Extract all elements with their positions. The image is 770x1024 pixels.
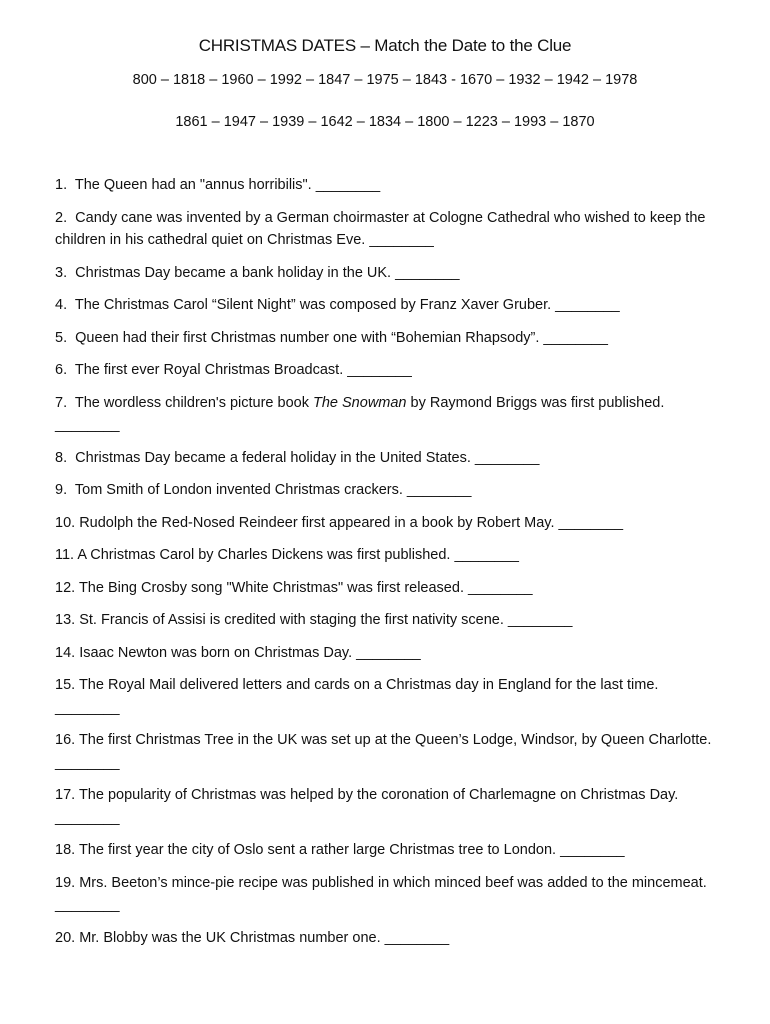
question-text: The Christmas Carol “Silent Night” was composed by Franz Xaver Gruber. ________ xyxy=(74,297,620,313)
question-item xyxy=(55,512,720,535)
question-item xyxy=(55,207,720,252)
question-number: 13. xyxy=(55,612,76,628)
question-text: A Christmas Carol by Charles Dickens was first published. ________ xyxy=(77,547,519,563)
question-item xyxy=(55,479,720,502)
question-item xyxy=(55,872,720,917)
question-text: The Royal Mail delivered letters and cards on a Christmas day in England for the last time. ________ xyxy=(55,677,659,716)
question-text-before: The wordless children's picture book xyxy=(74,394,313,411)
question-number: 16. xyxy=(55,732,76,748)
question-item xyxy=(55,577,720,600)
question-number: 1. xyxy=(55,177,68,193)
question-number: 10. xyxy=(55,514,76,531)
question-item xyxy=(55,447,720,470)
question-item xyxy=(55,784,720,829)
question-text: The first year the city of Oslo sent a rather large Christmas tree to London. ________ xyxy=(78,842,625,858)
question-item xyxy=(55,609,720,632)
question-item xyxy=(55,174,720,197)
date-options-line-2: 1861 – 1947 – 1939 – 1642 – 1834 – 1800 – 1223 – 1993 – 1870 xyxy=(175,114,595,130)
question-text: Christmas Day became a federal holiday in the United States. ________ xyxy=(75,449,540,466)
question-item xyxy=(55,294,720,317)
date-options-line-1: 800 – 1818 – 1960 – 1992 – 1847 – 1975 – 1843 - 1670 – 1932 – 1942 – 1978 xyxy=(132,72,638,88)
question-number: 5. xyxy=(55,329,68,346)
question-text: The Queen had an "annus horribilis". ________ xyxy=(74,177,381,193)
page-title: CHRISTMAS DATES – Match the Date to the Clue xyxy=(198,36,572,55)
question-number: 17. xyxy=(55,787,76,803)
question-text: Candy cane was invented by a German choirmaster at Cologne Cathedral who wished to keep the children in his cathedral quiet on Christmas Eve. ________ xyxy=(55,209,706,248)
question-number: 11. xyxy=(55,547,75,563)
question-text: The popularity of Christmas was helped by the coronation of Charlemagne on Christmas Day. ________ xyxy=(55,787,679,826)
question-number: 4. xyxy=(55,297,68,313)
question-text: Rudolph the Red-Nosed Reindeer first appeared in a book by Robert May. ________ xyxy=(79,514,624,531)
question-text: Isaac Newton was born on Christmas Day. ________ xyxy=(79,644,421,661)
question-number: 6. xyxy=(55,362,68,378)
question-number: 14. xyxy=(55,644,76,661)
question-item xyxy=(55,359,720,382)
question-text: Tom Smith of London invented Christmas crackers. ________ xyxy=(74,482,472,498)
question-text: Queen had their first Christmas number one with “Bohemian Rhapsody”. ________ xyxy=(75,329,608,346)
question-text: St. Francis of Assisi is credited with staging the first nativity scene. ________ xyxy=(79,612,573,628)
question-number: 7. xyxy=(55,394,68,411)
question-item xyxy=(55,642,720,665)
question-item xyxy=(55,927,720,950)
book-title: The Snowman xyxy=(313,394,407,411)
question-text: The first ever Royal Christmas Broadcast. ________ xyxy=(74,362,412,378)
question-item xyxy=(55,392,720,437)
question-item xyxy=(55,729,720,774)
question-item xyxy=(55,262,720,285)
question-number: 8. xyxy=(55,449,68,466)
question-list xyxy=(55,174,720,959)
question-item xyxy=(55,544,720,567)
question-text: The Bing Crosby song "White Christmas" was first released. ________ xyxy=(78,579,533,596)
question-number: 20. xyxy=(55,929,76,946)
question-number: 18. xyxy=(55,842,76,858)
question-number: 12. xyxy=(55,579,76,596)
question-text: Mr. Blobby was the UK Christmas number one. ________ xyxy=(79,929,450,946)
question-number: 9. xyxy=(55,482,68,498)
question-item xyxy=(55,839,720,862)
question-item xyxy=(55,674,720,719)
question-text-after: by Raymond Briggs was first published. ________ xyxy=(55,394,665,433)
question-number: 19. xyxy=(55,874,76,891)
question-number: 15. xyxy=(55,677,76,693)
question-number: 2. xyxy=(55,209,68,226)
question-text: Mrs. Beeton’s mince-pie recipe was published in which minced beef was added to the mincemeat. ________ xyxy=(55,874,707,913)
question-item xyxy=(55,327,720,350)
question-number: 3. xyxy=(55,264,68,281)
question-text: The first Christmas Tree in the UK was set up at the Queen’s Lodge, Windsor, by Queen Charlotte. ________ xyxy=(55,732,712,771)
question-text: Christmas Day became a bank holiday in the UK. ________ xyxy=(75,264,460,281)
question-text xyxy=(55,395,664,434)
